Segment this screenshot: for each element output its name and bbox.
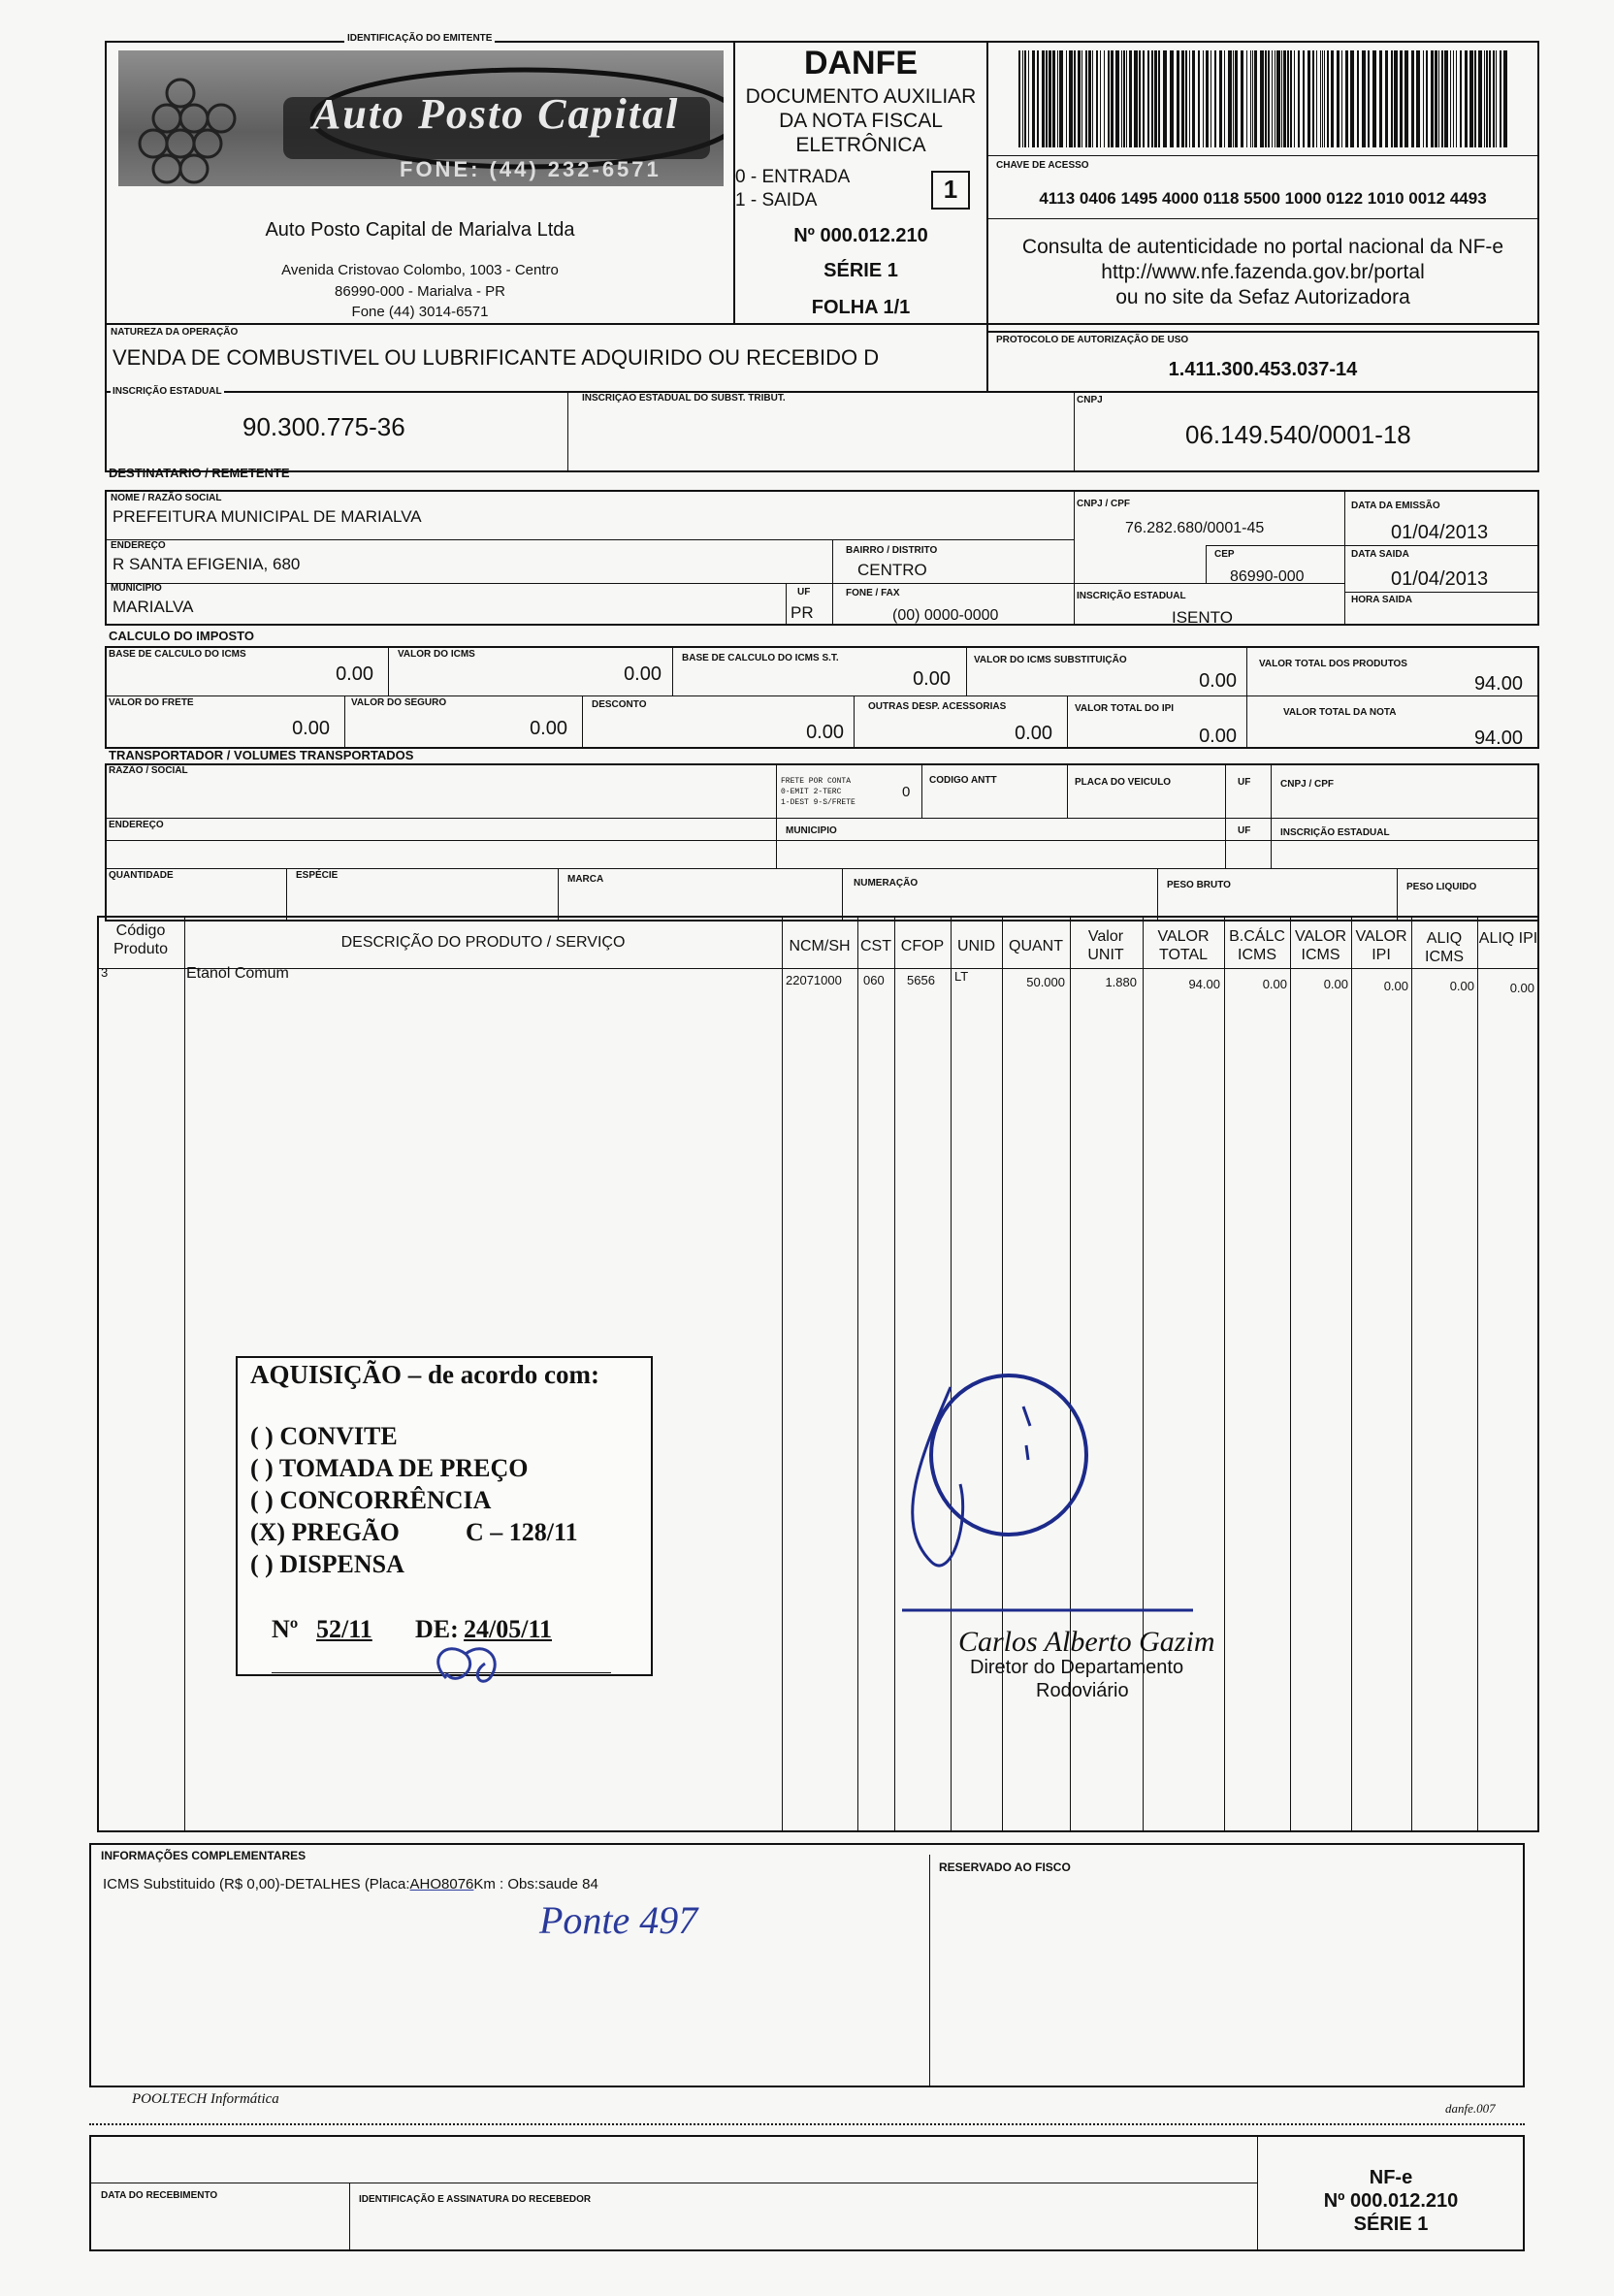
danfe-folha: FOLHA 1/1 — [811, 297, 911, 318]
barcode-bar — [1092, 50, 1093, 147]
stamp-title: AQUISIÇÃO – de acordo com: — [250, 1360, 599, 1389]
cell-vunit: 1.880 — [1105, 975, 1137, 989]
valor-icms-label: VALOR DO ICMS — [398, 649, 475, 660]
dest-nome: PREFEITURA MUNICIPAL DE MARIALVA — [113, 507, 422, 526]
danfe-title: DANFE — [803, 45, 919, 81]
peso-liquido-label: PESO LIQUIDO — [1406, 882, 1477, 892]
dest-saida: 01/04/2013 — [1391, 568, 1489, 590]
barcode-bar — [1022, 50, 1023, 147]
barcode-bar — [1129, 50, 1132, 147]
barcode-bar — [1143, 50, 1145, 147]
stamp-opt-1: ( ) CONVITE — [250, 1422, 398, 1450]
th-quant: QUANT — [1009, 938, 1063, 954]
barcode-bar — [1283, 50, 1286, 147]
base-icms: 0.00 — [336, 663, 373, 685]
barcode-bar — [1158, 50, 1160, 147]
ie-st-label: INSCRIÇÃO ESTADUAL DO SUBST. TRIBUT. — [582, 393, 786, 404]
cell-codigo: 3 — [101, 965, 109, 980]
barcode-bar — [1496, 50, 1497, 147]
barcode-bar — [1357, 50, 1359, 147]
logo-phone: FONE: (44) 232-6571 — [400, 157, 662, 181]
barcode-bar — [1057, 50, 1058, 147]
barcode-bar — [1028, 50, 1029, 147]
complementares-text — [103, 1876, 598, 1892]
cell-ncm: 22071000 — [786, 973, 842, 987]
frete-label: VALOR DO FRETE — [109, 697, 194, 708]
barcode-bar — [1298, 50, 1300, 147]
danfe-saida: 1 - SAIDA — [735, 190, 818, 210]
canhoto-data-label: DATA DO RECEBIMENTO — [101, 2190, 218, 2201]
barcode-bar — [1444, 50, 1448, 147]
dest-cnpj-label: CNPJ / CPF — [1077, 499, 1131, 509]
especie-label: ESPÉCIE — [296, 870, 339, 881]
marca-label: MARCA — [567, 874, 604, 885]
software-credit: POOLTECH Informática — [132, 2091, 279, 2107]
barcode-bar — [1032, 50, 1035, 147]
dest-cep-label: CEP — [1214, 549, 1235, 560]
frete-opt-2: 0-EMIT 2-TERC — [781, 788, 842, 796]
barcode-bar — [1350, 50, 1354, 147]
th-vunit: Valor UNIT — [1087, 928, 1124, 963]
danfe-subtitle-1: DOCUMENTO AUXILIAR — [745, 85, 977, 108]
emitente-name: Auto Posto Capital de Marialva Ltda — [265, 219, 575, 241]
ipi-label: VALOR TOTAL DO IPI — [1075, 703, 1175, 714]
dest-endereco: R SANTA EFIGENIA, 680 — [113, 555, 301, 573]
fisco-label: RESERVADO AO FISCO — [939, 1860, 1071, 1874]
barcode-bar — [1018, 50, 1020, 147]
company-logo — [118, 50, 724, 186]
barcode-bar — [1411, 50, 1414, 147]
barcode-bar — [1154, 50, 1157, 147]
emitente-address-3: Fone (44) 3014-6571 — [351, 304, 489, 320]
th-cst: CST — [860, 938, 891, 954]
barcode-bar — [1052, 50, 1055, 147]
peso-bruto-label: PESO BRUTO — [1167, 880, 1231, 890]
dest-municipio: MARIALVA — [113, 598, 194, 616]
canhoto-serie: SÉRIE 1 — [1353, 2214, 1429, 2235]
cell-vicms: 0.00 — [1323, 977, 1348, 991]
barcode-bar — [1181, 50, 1184, 147]
dest-ie-label: INSCRIÇÃO ESTADUAL — [1077, 591, 1186, 601]
total-nota-label: VALOR TOTAL DA NOTA — [1283, 707, 1397, 718]
barcode-bar — [1307, 50, 1310, 147]
canhoto-nfe: NF-e — [1369, 2167, 1413, 2188]
stamp-data-label: DE: — [415, 1615, 459, 1643]
transp-uf-label: UF — [1238, 777, 1251, 788]
logo-text: Auto Posto Capital — [312, 90, 680, 138]
dest-emissao-label: DATA DA EMISSÃO — [1351, 501, 1440, 511]
stamp-data: 24/05/11 — [464, 1615, 553, 1643]
danfe-serie: SÉRIE 1 — [823, 260, 898, 281]
dest-nome-label: NOME / RAZÃO SOCIAL — [111, 493, 222, 503]
th-aliq-icms: ALIQ ICMS — [1425, 930, 1464, 965]
barcode-bar — [1320, 50, 1321, 147]
th-unid: UNID — [956, 938, 996, 954]
barcode-bar — [1170, 50, 1174, 147]
director-role-2: Rodoviário — [1036, 1680, 1129, 1701]
dest-fone-label: FONE / FAX — [846, 588, 900, 598]
barcode-bar — [1503, 50, 1507, 147]
barcode-bar — [1331, 50, 1334, 147]
barcode-bar — [1147, 50, 1149, 147]
barcode-bar — [1233, 50, 1234, 147]
consulta-line-2: http://www.nfe.fazenda.gov.br/portal — [1101, 261, 1425, 283]
complementares-placa: AHO8076 — [409, 1876, 474, 1892]
transp-razao-label: RAZÃO / SOCIAL — [109, 765, 188, 776]
emitente-section-label: IDENTIFICAÇÃO DO EMITENTE — [344, 33, 495, 44]
barcode-bar — [1100, 50, 1101, 147]
barcode-bar — [1450, 50, 1451, 147]
barcode-bar — [1316, 50, 1317, 147]
cell-aliq-icms: 0.00 — [1449, 979, 1474, 993]
total-produtos-label: VALOR TOTAL DOS PRODUTOS — [1259, 659, 1407, 669]
barcode-bar — [1324, 50, 1325, 147]
barcode-bar — [1265, 50, 1267, 147]
outras-label: OUTRAS DESP. ACESSORIAS — [868, 701, 1007, 712]
valor-st: 0.00 — [1199, 670, 1237, 692]
barcode-bar — [1322, 50, 1323, 147]
protocolo-label: PROTOCOLO DE AUTORIZAÇÃO DE USO — [996, 335, 1189, 345]
outras: 0.00 — [1015, 723, 1052, 744]
destinatario-section: DESTINATARIO / REMETENTE — [109, 466, 290, 480]
ie-value: 90.300.775-36 — [242, 412, 405, 441]
barcode-bar — [1104, 50, 1105, 147]
barcode-bar — [1037, 50, 1039, 147]
barcode-bar — [1268, 50, 1270, 147]
transp-municipio-label: MUNICIPIO — [786, 825, 837, 836]
total-nota: 94.00 — [1473, 728, 1523, 749]
barcode-bar — [1078, 50, 1081, 147]
barcode-bar — [1046, 50, 1048, 147]
base-st-label: BASE DE CALCULO DO ICMS S.T. — [682, 653, 839, 663]
dest-ie: ISENTO — [1172, 608, 1233, 627]
barcode-bar — [1372, 50, 1376, 147]
barcode-bar — [1185, 50, 1187, 147]
barcode-bar — [1423, 50, 1424, 147]
dest-uf: PR — [791, 603, 814, 622]
barcode-bar — [1024, 50, 1026, 147]
barcode-bar — [1049, 50, 1051, 147]
barcode-bar — [1426, 50, 1428, 147]
stamp-numero-label: Nº — [272, 1615, 299, 1643]
th-descricao: DESCRIÇÃO DO PRODUTO / SERVIÇO — [340, 934, 626, 951]
dest-bairro: CENTRO — [857, 561, 927, 579]
barcode-bar — [1115, 50, 1119, 147]
barcode-bar — [1111, 50, 1114, 147]
barcode-bar — [1108, 50, 1110, 147]
barcode-bar — [1493, 50, 1495, 147]
transp-uf2-label: UF — [1238, 825, 1251, 836]
total-produtos: 94.00 — [1473, 673, 1523, 695]
barcode-bar — [1474, 50, 1476, 147]
barcode-bar — [1214, 50, 1216, 147]
danfe-entrada: 0 - ENTRADA — [735, 167, 851, 187]
barcode-bar — [1081, 50, 1082, 147]
barcode-bar — [1254, 50, 1257, 147]
stamp-opt-4-ref: C – 128/11 — [466, 1518, 578, 1546]
barcode-bar — [1431, 50, 1434, 147]
barcode-bar — [1294, 50, 1295, 147]
cnpj-value: 06.149.540/0001-18 — [1185, 420, 1411, 449]
barcode-bar — [1250, 50, 1251, 147]
th-aliq-ipi: ALIQ IPI — [1478, 930, 1538, 947]
stamp-opt-2: ( ) TOMADA DE PREÇO — [250, 1454, 529, 1482]
barcode-bar — [1074, 50, 1076, 147]
barcode-bar — [1345, 50, 1348, 147]
barcode-bar — [1441, 50, 1443, 147]
quantidade-label: QUANTIDADE — [109, 870, 174, 881]
stamp-opt-3: ( ) CONCORRÊNCIA — [250, 1486, 492, 1514]
barcode-bar — [1312, 50, 1314, 147]
director-signature — [805, 1368, 1212, 1630]
barcode-bar — [1385, 50, 1388, 147]
valor-st-label: VALOR DO ICMS SUBSTITUIÇÃO — [974, 655, 1127, 665]
protocolo-value: 1.411.300.453.037-14 — [1168, 359, 1358, 380]
th-bcalc: B.CÁLC ICMS — [1229, 928, 1285, 963]
numeracao-label: NUMERAÇÃO — [854, 878, 919, 889]
initials-signature — [407, 1630, 524, 1698]
cell-unid: LT — [954, 969, 969, 984]
consulta-line-1: Consulta de autenticidade no portal nacional da NF-e — [1021, 236, 1504, 258]
th-codigo: Código Produto — [113, 922, 169, 957]
desconto: 0.00 — [806, 722, 844, 743]
barcode-bar — [1123, 50, 1125, 147]
ipi: 0.00 — [1199, 726, 1237, 747]
canhoto-assinatura-label: IDENTIFICAÇÃO E ASSINATURA DO RECEBEDOR — [359, 2194, 592, 2205]
emitente-address-1: Avenida Cristovao Colombo, 1003 - Centro — [281, 262, 559, 278]
barcode-bar — [1404, 50, 1408, 147]
dest-uf-label: UF — [797, 587, 811, 598]
th-ncm: NCM/SH — [789, 938, 851, 954]
barcode-bar — [1484, 50, 1485, 147]
barcode-bar — [1460, 50, 1462, 147]
barcode-bar — [1085, 50, 1087, 147]
barcode-bar — [1241, 50, 1243, 147]
barcode-bar — [1121, 50, 1122, 147]
dest-fone: (00) 0000-0000 — [892, 607, 999, 624]
dest-municipio-label: MUNICIPIO — [111, 583, 162, 594]
complementares-prefix: ICMS Substituido (R$ 0,00)-DETALHES (Placa: — [103, 1876, 410, 1892]
dest-hora-label: HORA SAIDA — [1351, 595, 1412, 605]
dest-saida-label: DATA SAIDA — [1351, 549, 1409, 560]
transp-ie-label: INSCRIÇÃO ESTADUAL — [1280, 827, 1390, 838]
barcode-bar — [1276, 50, 1280, 147]
barcode-bar — [1287, 50, 1289, 147]
emitente-address-2: 86990-000 - Marialva - PR — [335, 283, 505, 300]
form-code: danfe.007 — [1445, 2101, 1496, 2116]
placa-label: PLACA DO VEICULO — [1075, 777, 1172, 788]
stamp-opt-5: ( ) DISPENSA — [250, 1550, 404, 1578]
valor-icms: 0.00 — [624, 663, 662, 685]
barcode-bar — [1435, 50, 1437, 147]
danfe-subtitle-2: DA NOTA FISCAL — [779, 110, 943, 132]
base-icms-label: BASE DE CALCULO DO ICMS — [109, 649, 246, 660]
frete-por-conta — [781, 776, 855, 808]
th-cfop: CFOP — [900, 938, 945, 954]
barcode-bar — [1224, 50, 1225, 147]
seguro: 0.00 — [530, 718, 567, 739]
barcode — [1018, 50, 1513, 147]
cell-bcalc: 0.00 — [1262, 977, 1287, 991]
barcode-bar — [1272, 50, 1273, 147]
barcode-bar — [1400, 50, 1403, 147]
cell-quant: 50.000 — [1026, 975, 1065, 989]
barcode-bar — [1192, 50, 1195, 147]
antt-label: CODIGO ANTT — [929, 775, 997, 786]
barcode-bar — [1198, 50, 1200, 147]
barcode-bar — [1478, 50, 1482, 147]
th-vipi: VALOR IPI — [1355, 928, 1407, 963]
barcode-bar — [1126, 50, 1127, 147]
barcode-bar — [1134, 50, 1138, 147]
barcode-bar — [1246, 50, 1247, 147]
seguro-label: VALOR DO SEGURO — [351, 697, 447, 708]
dest-cep: 86990-000 — [1230, 568, 1305, 585]
imposto-section: CALCULO DO IMPOSTO — [109, 629, 254, 643]
barcode-bar — [1219, 50, 1222, 147]
transp-endereco-label: ENDEREÇO — [109, 820, 164, 830]
natureza-label: NATUREZA DA OPERAÇÃO — [111, 327, 239, 338]
cell-aliq-ipi: 0.00 — [1509, 981, 1534, 995]
th-vtotal: VALOR TOTAL — [1157, 928, 1210, 963]
danfe-tipo: 1 — [943, 175, 958, 204]
frete: 0.00 — [292, 718, 330, 739]
barcode-bar — [1139, 50, 1141, 147]
barcode-bar — [1088, 50, 1091, 147]
complementares-suffix: Km : Obs:saude 84 — [473, 1876, 598, 1892]
barcode-bar — [1303, 50, 1305, 147]
complementares-handwritten: Ponte 497 — [539, 1898, 698, 1942]
dest-endereco-label: ENDEREÇO — [111, 540, 166, 551]
dest-emissao: 01/04/2013 — [1391, 522, 1489, 543]
danfe-numero: Nº 000.012.210 — [793, 225, 928, 246]
barcode-bar — [1151, 50, 1153, 147]
barcode-bar — [1489, 50, 1491, 147]
barcode-bar — [1341, 50, 1342, 147]
base-st: 0.00 — [913, 668, 951, 690]
barcode-bar — [1290, 50, 1292, 147]
barcode-bar — [1069, 50, 1073, 147]
barcode-bar — [1189, 50, 1190, 147]
barcode-bar — [1235, 50, 1238, 147]
chave-value: 4113 0406 1495 4000 0118 5500 1000 0122 1010 0012 4493 — [1039, 189, 1487, 208]
barcode-bar — [1163, 50, 1167, 147]
barcode-bar — [1327, 50, 1329, 147]
stamp-opt-4: (X) PREGÃO — [250, 1518, 400, 1546]
barcode-bar — [1281, 50, 1282, 147]
barcode-bar — [1469, 50, 1473, 147]
dest-bairro-label: BAIRRO / DISTRITO — [846, 545, 938, 556]
barcode-bar — [1391, 50, 1393, 147]
transportador-section: TRANSPORTADOR / VOLUMES TRANSPORTADOS — [109, 748, 414, 762]
barcode-bar — [1042, 50, 1045, 147]
natureza-value: VENDA DE COMBUSTIVEL OU LUBRIFICANTE ADQUIRIDO OU RECEBIDO D — [113, 345, 880, 370]
transp-cnpj-label: CNPJ / CPF — [1280, 779, 1335, 790]
cell-descricao: Etanol Comum — [186, 965, 289, 982]
barcode-bar — [1260, 50, 1264, 147]
barcode-bar — [1096, 50, 1098, 147]
cell-cst: 060 — [863, 973, 885, 987]
consulta-line-3: ou no site da Sefaz Autorizadora — [1115, 286, 1410, 308]
cell-vtotal: 94.00 — [1188, 977, 1220, 991]
complementares-label: INFORMAÇÕES COMPLEMENTARES — [101, 1849, 307, 1862]
dest-cnpj: 76.282.680/0001-45 — [1125, 520, 1265, 536]
chave-label: CHAVE DE ACESSO — [996, 160, 1089, 171]
th-vicms: VALOR ICMS — [1294, 928, 1347, 963]
barcode-bar — [1252, 50, 1253, 147]
barcode-bar — [1456, 50, 1457, 147]
barcode-bar — [1416, 50, 1420, 147]
stamp-numero: 52/11 — [316, 1615, 372, 1643]
barcode-bar — [1486, 50, 1488, 147]
barcode-bar — [1206, 50, 1209, 147]
barcode-bar — [1210, 50, 1211, 147]
barcode-bar — [1066, 50, 1067, 147]
director-role-1: Diretor do Departamento — [970, 1657, 1184, 1678]
barcode-bar — [1394, 50, 1398, 147]
frete-value: 0 — [902, 784, 911, 800]
barcode-bar — [1362, 50, 1366, 147]
barcode-bar — [1368, 50, 1370, 147]
barcode-bar — [1438, 50, 1439, 147]
barcode-bar — [1500, 50, 1501, 147]
cnpj-label: CNPJ — [1077, 395, 1103, 405]
frete-opt-3: 1-DEST 9-S/FRETE — [781, 798, 855, 807]
cell-cfop: 5656 — [907, 973, 935, 987]
barcode-bar — [1203, 50, 1204, 147]
director-name: Carlos Alberto Gazim — [958, 1626, 1215, 1658]
barcode-bar — [1337, 50, 1340, 147]
barcode-bar — [1059, 50, 1063, 147]
barcode-bar — [1453, 50, 1454, 147]
frete-opt-1: FRETE POR CONTA — [781, 777, 852, 786]
cell-vipi: 0.00 — [1383, 979, 1408, 993]
danfe-subtitle-3: ELETRÔNICA — [795, 134, 926, 156]
canhoto-numero: Nº 000.012.210 — [1323, 2190, 1459, 2212]
barcode-bar — [1465, 50, 1468, 147]
barcode-bar — [1228, 50, 1232, 147]
barcode-bar — [1379, 50, 1382, 147]
desconto-label: DESCONTO — [592, 699, 647, 710]
ie-label: INSCRIÇÃO ESTADUAL — [113, 386, 222, 397]
barcode-bar — [1177, 50, 1179, 147]
